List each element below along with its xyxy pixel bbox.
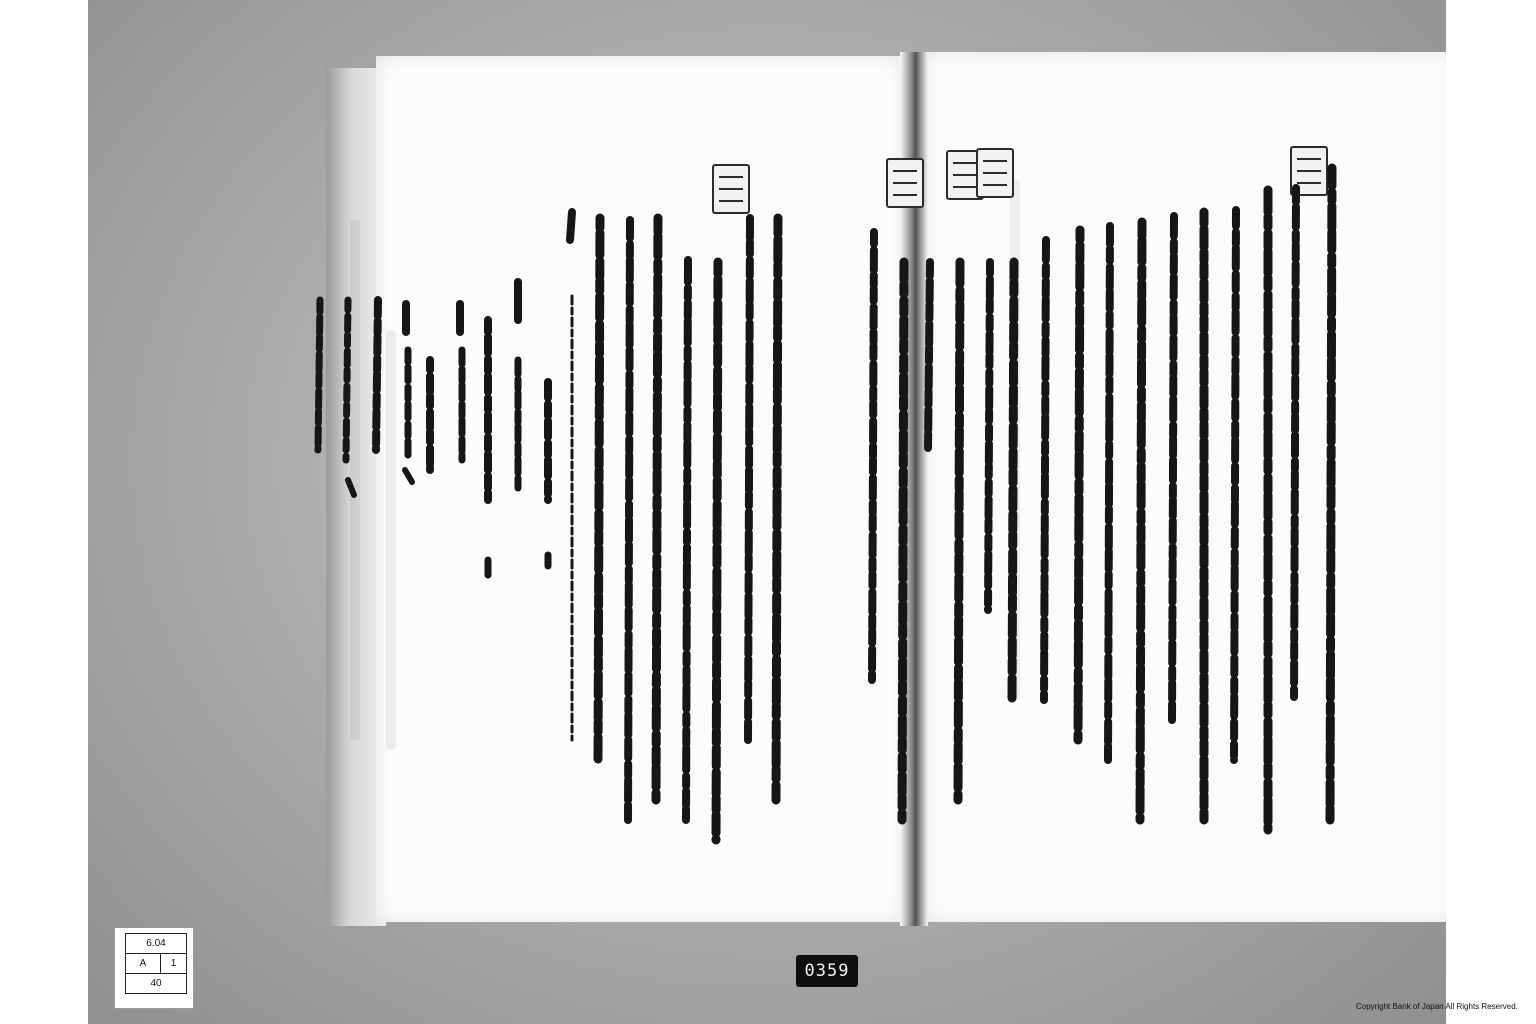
catalog-label-row3: 40: [126, 974, 187, 994]
catalog-label: [114, 927, 194, 1009]
catalog-label-row2-left: A: [126, 954, 161, 974]
catalog-label-row1: 6.04: [126, 934, 187, 954]
catalog-label-row2-right: 1: [161, 954, 187, 974]
copyright-notice: Copyright Bank of Japan All Rights Reserved.: [1356, 1002, 1518, 1011]
frame-number: 0359: [796, 955, 858, 987]
